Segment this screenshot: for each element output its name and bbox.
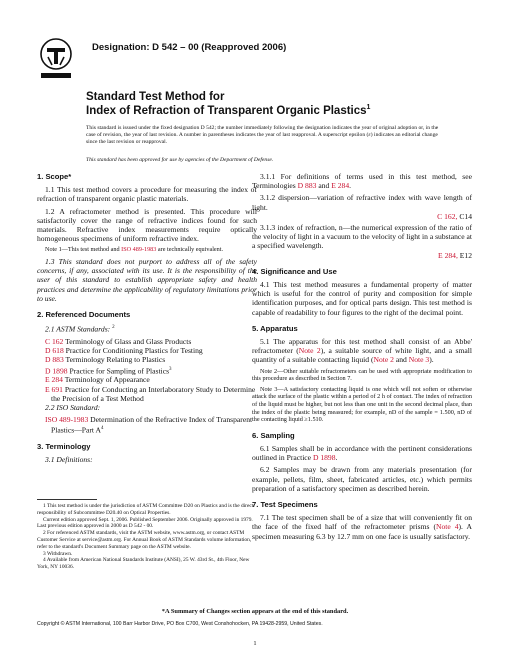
para-5-1: 5.1 The apparatus for this test method shall consist of an Abbe' refractometer (Note 2), a suitable source of white light, and a small quantity of a suitable contacting liquid (Note 2 and Note 3). [252, 337, 472, 365]
link-note2[interactable]: Note 2 [298, 346, 321, 356]
footnotes [37, 503, 255, 571]
para-6-1: 6.1 Samples shall be in accordance with the pertinent considerations outlined in Practice D 1898. [252, 444, 472, 463]
title-line-2 [86, 104, 370, 117]
link-d618[interactable]: D 618 [45, 346, 64, 356]
astm-logo [38, 37, 74, 85]
link-e284-c[interactable]: E 284, [438, 250, 458, 260]
right-column [252, 172, 472, 544]
ref-iso489: ISO 489-1983 Determination of the Refractive Index of Transparent Plastics—Part $A^4$ [45, 415, 253, 435]
link-note4[interactable]: Note 4 [435, 522, 459, 532]
link-note3[interactable]: Note 3 [408, 355, 430, 365]
footnote-1: 1 This test method is under the jurisdiction of ASTM Committee D20 on Plastics and is the direct responsibility of Subcommittee D20.40 on Optical Properties. [37, 503, 254, 516]
link-e284-b[interactable]: E 284 [331, 181, 350, 191]
ref-e284: E 284 Terminology of Appearance [45, 375, 150, 385]
copyright: Copyright © ASTM International, 100 Barr Harbor Drive, PO Box C700, West Conshohocken, PA 19428-2959, United States. [37, 621, 323, 627]
section-5-heading: 5. Apparatus [252, 323, 298, 333]
para-3-1: 3.1 Definitions: [45, 455, 93, 465]
para-1-1: 1.1 This test method covers a procedure for measuring the index of refraction of transparent organic plastic materials. [37, 185, 257, 204]
ref-d1898: D 1898 Practice for Sampling of Plastics$^3$ [45, 366, 172, 376]
link-d883-b[interactable]: D 883 [297, 181, 317, 191]
link-c162-b[interactable]: C 162, [437, 211, 458, 221]
section-7-heading: 7. Test Specimens [252, 500, 318, 510]
note-3: Note 3—A satisfactory contacting liquid is one which will not soften or otherwise attack the surface of the plastic within a period of 2 h of contact. The index of refraction of the liquid must be higher, but not less than one unit in the second decimal place, than the index of the plastic being measured; for example, nD of the sample = 1.500, nD of the contacting liquid ≥1.510. [252, 385, 472, 424]
ref-3-1-3: E 284, E12 [438, 250, 472, 260]
ref-d883: D 883 Terminology Relating to Plastics [45, 355, 166, 365]
footnote-rule [37, 499, 97, 500]
footnote-1-cont: Current edition approved Sept. 1, 2006. Published September 2006. Originally approved in 1979. Last previous edition approved in 2000 as D 542 - 00. [37, 516, 253, 530]
title-text: Index of Refraction of Transparent Organic Plastics [86, 104, 367, 117]
para-1-2: 1.2 A refractometer method is presented. This procedure will satisfactorily cover the range of refractive indices found for such materials. Refractive index measurements require optically homogeneous specimens of uniform refractive index. [37, 206, 257, 244]
footnote-2: 2 For referenced ASTM standards, visit the ASTM website, www.astm.org, or contact ASTM Customer Service at service@astm.org. For Annual Book of ASTM Standards volume information, refer to the standard's Document Summary page on the ASTM website. [37, 530, 252, 550]
link-note2-b[interactable]: Note 2 [373, 355, 394, 365]
note-1: Note 1—This test method and ISO 489-1983 are technically equivalent. [45, 246, 224, 254]
link-e284[interactable]: E 284 [45, 375, 63, 385]
page-number: 1 [253, 640, 257, 647]
para-3-1-3: 3.1.3 index of refraction, n—the numerical expression of the ratio of the velocity of light in a vacuum to the velocity of light in a substance at a specified wavelength. [252, 223, 472, 251]
section-1-heading: 1. Scope* [37, 172, 72, 181]
title-footnote-mark: 1 [366, 104, 371, 111]
designation: Designation: D 542 – 00 (Reapproved 2006) [92, 42, 287, 53]
para-3-1-1: 3.1.1 For definitions of terms used in this test method, see Terminologies D 883 and E 284. [252, 172, 472, 191]
iso-489-link[interactable]: ISO 489-1983 [121, 246, 157, 254]
link-d1898-b[interactable]: D 1898 [312, 453, 336, 463]
para-6-2: 6.2 Samples may be drawn from any materials presentation (for example, pellets, film, sheet, fabricated articles, etc.) which permits preparation of a satisfactory specimen as described herein. [252, 465, 472, 493]
left-column [37, 172, 257, 467]
section-6-heading: 6. Sampling [252, 430, 295, 440]
defense-note: This standard has been approved for use by agencies of the Department of Defense. [86, 157, 274, 163]
link-d883[interactable]: D 883 [45, 355, 64, 365]
footnote-4: 4 Available from American National Standards Institute (ANSI), 25 W. 43rd St., 4th Floor, New York, NY 10036. [37, 557, 250, 571]
ref-d618: D 618 Practice for Conditioning Plastics for Testing [45, 346, 203, 356]
para-1-3: 1.3 This standard does not purport to address all of the safety concerns, if any, associated with its use. It is the responsibility of the user of this standard to establish appropriate safety and health practices and determine the applicability of regulatory limitations prior to use. [37, 257, 257, 303]
para-7-1: 7.1 The test specimen shall be of a size that will conveniently fit on the face of the fixed half of the refractometer prisms (Note 4). A specimen measuring 6.3 by 12.7 mm on one face is usually satisfactory. [252, 513, 472, 541]
ref-c162: C 162 Terminology of Glass and Glass Products [45, 336, 192, 346]
section-3-heading: 3. Terminology [37, 442, 91, 452]
para-2-1: 2.1 ASTM Standards: $^2$ [45, 324, 115, 334]
link-c162[interactable]: C 162 [45, 336, 64, 346]
para-4-1: 4.1 This test method measures a fundamental property of matter which is useful for the control of purity and composition for simple identification purposes, and for optical parts design. This test method is capable of readability to four figures to the right of the decimal point. [252, 280, 472, 317]
title-line-1: Standard Test Method for [86, 91, 225, 103]
notice-paragraph: This standard is issued under the fixed designation D 542; the number immediately following the designation indicates the year of original adoption or, in the case of revision, the year of last revision. A number in parentheses indicates the year of last reapproval. A superscript epsilon (ε) indicates an editorial change since the last revision or reapproval. [86, 125, 439, 146]
link-d1898[interactable]: D 1898 [45, 366, 68, 376]
para-3-1-2: 3.1.2 dispersion—variation of refractive index with wave length of light. [252, 193, 472, 212]
link-iso489[interactable]: ISO 489-1983 [45, 415, 89, 425]
ref-3-1-2: C 162, C14 [437, 211, 472, 221]
section-2-heading: 2. Referenced Documents [37, 310, 131, 320]
para-2-2: 2.2 ISO Standard: [45, 402, 101, 412]
summary-note: *A Summary of Changes section appears at the end of this standard. [161, 608, 349, 615]
section-4-heading: 4. Significance and Use [252, 266, 337, 276]
footnote-3: 3 Withdrawn. [43, 550, 73, 557]
ref-e691: E 691 Practice for Conducting an Interlaboratory Study to Determine the Precision of a Test Method [45, 384, 256, 403]
note-2: Note 2—Other suitable refractometers can be used with appropriate modification to this procedure as described in Section 7. [252, 367, 472, 383]
link-e691[interactable]: E 691 [45, 384, 63, 394]
